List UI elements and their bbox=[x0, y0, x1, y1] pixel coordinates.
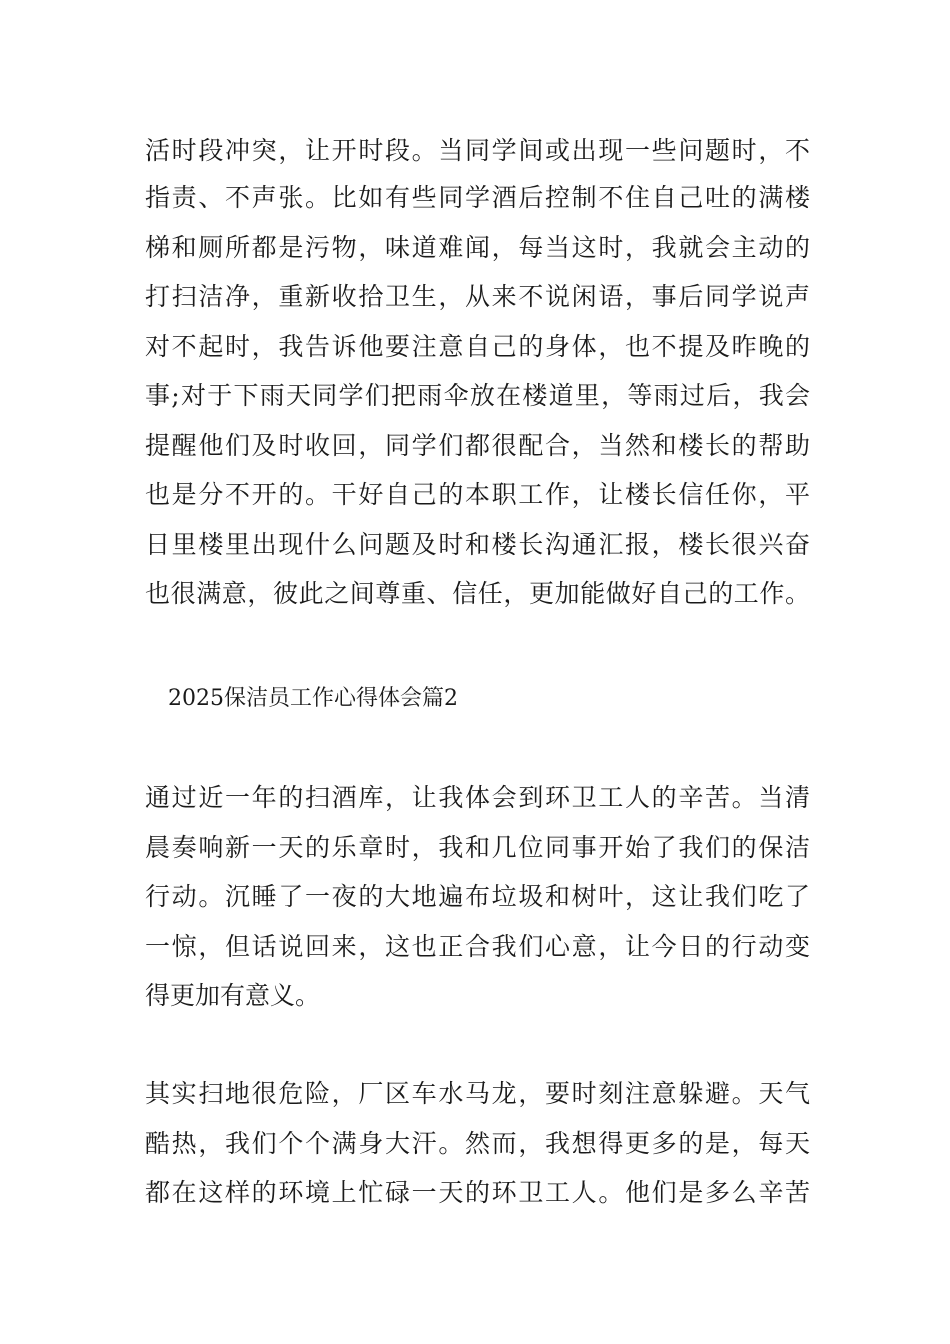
paragraph-2-line-2: 晨奏响新一天的乐章时，我和几位同事开始了我们的保洁 bbox=[145, 833, 810, 862]
paragraph-1-line-6: 事;对于下雨天同学们把雨伞放在楼道里，等雨过后，我会 bbox=[145, 381, 810, 410]
paragraph-2-line-4: 一惊，但话说回来，这也正合我们心意，让今日的行动变 bbox=[145, 932, 810, 961]
paragraph-1-line-8: 也是分不开的。干好自己的本职工作，让楼长信任你，平 bbox=[145, 480, 810, 509]
paragraph-1-line-3: 梯和厕所都是污物，味道难闻，每当这时，我就会主动的 bbox=[145, 233, 810, 262]
paragraph-2-line-1: 通过近一年的扫酒库，让我体会到环卫工人的辛苦。当清 bbox=[145, 783, 810, 812]
paragraph-3-line-3: 都在这样的环境上忙碌一天的环卫工人。他们是多么辛苦 bbox=[145, 1178, 810, 1207]
section-heading: 2025保洁员工作心得体会篇2 bbox=[168, 686, 458, 711]
paragraph-1-line-7: 提醒他们及时收回，同学们都很配合，当然和楼长的帮助 bbox=[145, 431, 810, 460]
paragraph-2-line-3: 行动。沉睡了一夜的大地遍布垃圾和树叶，这让我们吃了 bbox=[145, 882, 810, 911]
paragraph-1-line-10: 也很满意，彼此之间尊重、信任，更加能做好自己的工作。 bbox=[145, 579, 810, 608]
paragraph-3-line-1: 其实扫地很危险，厂区车水马龙，要时刻注意躲避。天气 bbox=[145, 1079, 810, 1108]
paragraph-1-line-9: 日里楼里出现什么问题及时和楼长沟通汇报，楼长很兴奋 bbox=[145, 530, 810, 559]
paragraph-1-line-2: 指责、不声张。比如有些同学酒后控制不住自己吐的满楼 bbox=[145, 183, 810, 212]
paragraph-1-line-4: 打扫洁净，重新收拾卫生，从来不说闲语，事后同学说声 bbox=[145, 282, 810, 311]
paragraph-1-line-5: 对不起时，我告诉他要注意自己的身体，也不提及昨晚的 bbox=[145, 332, 810, 361]
paragraph-1-line-1: 活时段冲突，让开时段。当同学间或出现一些问题时，不 bbox=[145, 136, 810, 165]
paragraph-2-line-5: 得更加有意义。 bbox=[145, 981, 321, 1010]
paragraph-3-line-2: 酷热，我们个个满身大汗。然而，我想得更多的是，每天 bbox=[145, 1129, 810, 1158]
